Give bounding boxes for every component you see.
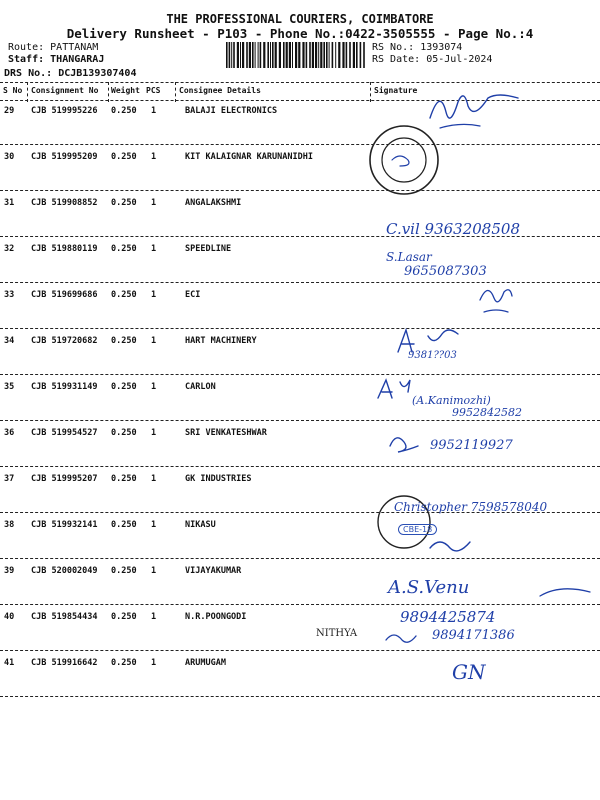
row-consignee: ARUMUGAM [185,658,226,668]
signature-row36 [390,438,418,452]
row-pcs: 1 [151,198,157,208]
row-pcs: 1 [151,106,157,116]
row-pcs: 1 [151,336,157,346]
handwriting-row40-name: NITHYA [316,628,358,639]
row-pcs: 1 [151,474,157,484]
signature-row39-flourish [540,589,590,596]
row-consignment-no: CJB 519854434 [31,612,98,622]
col-header-pcs: PCS [146,86,161,95]
col-header-consignment: Consignment No [31,86,99,95]
handwriting-row32-name: S.Lasar [386,250,432,264]
handwriting-row39: A.S.Venu [388,577,470,598]
row-consignee: BALAJI ELECTRONICS [185,106,278,116]
row-weight: 0.250 [111,520,137,530]
row-sno: 29 [4,106,15,116]
handwriting-row40-phone2: 9894171386 [432,628,515,643]
rs-date-label: RS Date: [372,54,421,65]
row-sno: 32 [4,244,15,254]
row-consignment-no: CJB 519908852 [31,198,98,208]
row-weight: 0.250 [111,382,137,392]
row-weight: 0.250 [111,566,137,576]
row-consignment-no: CJB 519995209 [31,152,98,162]
row-pcs: 1 [151,566,157,576]
row-pcs: 1 [151,382,157,392]
signature-row38 [430,542,470,551]
row-weight: 0.250 [111,612,137,622]
row-pcs: 1 [151,520,157,530]
row-pcs: 1 [151,290,157,300]
drs-label: DRS No.: [4,68,53,79]
row-consignee: ANGALAKSHMI [185,198,242,208]
row-weight: 0.250 [111,428,137,438]
handwriting-row38: Christopher 7598578040 [394,500,548,514]
signature-row33-underline [484,310,508,312]
handwriting-row31: C.vil 9363208508 [386,220,520,238]
signature-row29 [430,95,518,118]
stamp-outer-circle [370,126,438,194]
row-sno: 31 [4,198,15,208]
handwriting-row41: GN [452,660,486,684]
row-consignment-no: CJB 519720682 [31,336,98,346]
row-consignment-no: CJB 519699686 [31,290,98,300]
row-pcs: 1 [151,244,157,254]
row-sno: 39 [4,566,15,576]
handwriting-row35-name: (A.Kanimozhi) [412,394,491,407]
signature-row35 [378,380,410,398]
rs-no-value: 1393074 [420,42,463,53]
handwriting-row35-phone: 9952842582 [452,406,522,419]
row-consignment-no: CJB 520002049 [31,566,98,576]
row-pcs: 1 [151,152,157,162]
row-consignment-no: CJB 519880119 [31,244,98,254]
row-consignment-no: CJB 519954527 [31,428,98,438]
row-sno: 34 [4,336,15,346]
row-consignee: CARLON [185,382,216,392]
col-header-signature: Signature [374,86,418,95]
col-header-weight: Weight [111,86,140,95]
company-title: THE PROFESSIONAL COURIERS, COIMBATORE [166,12,434,26]
row-consignment-no: CJB 519995226 [31,106,98,116]
signature-row40 [386,635,416,642]
handwriting-row34: 9381??03 [408,350,457,361]
row-consignee: N.R.POONGODI [185,612,247,622]
row-consignee: SRI VENKATESHWAR [185,428,267,438]
staff-label: Staff: [8,54,45,65]
row-consignee: HART MACHINERY [185,336,257,346]
row-weight: 0.250 [111,336,137,346]
row-consignment-no: CJB 519932141 [31,520,98,530]
row-weight: 0.250 [111,658,137,668]
handwriting-row32-phone: 9655087303 [404,264,487,279]
row-weight: 0.250 [111,198,137,208]
row-consignment-no: CJB 519995207 [31,474,98,484]
drs-value: DCJB139307404 [58,68,137,79]
signature-row34 [398,330,458,352]
row-consignee: GK INDUSTRIES [185,474,252,484]
route-value: PATTANAM [50,42,99,53]
row-sno: 33 [4,290,15,300]
row-consignee: SPEEDLINE [185,244,232,254]
handwriting-row36: 9952119927 [430,438,513,453]
col-header-sno: S No [3,86,23,95]
row-sno: 37 [4,474,15,484]
handwriting-row40-phone1: 9894425874 [400,608,496,626]
runsheet-subtitle: Delivery Runsheet - P103 - Phone No.:0422-3505555 - Page No.:4 [66,26,534,41]
route-label: Route: [8,42,45,53]
row-consignee: NIKASU [185,520,216,530]
row-weight: 0.250 [111,106,137,116]
row-sno: 40 [4,612,15,622]
row-consignee: ECI [185,290,201,300]
row-weight: 0.250 [111,244,137,254]
signature-row29-underline [440,124,480,128]
row-sno: 35 [4,382,15,392]
row-consignment-no: CJB 519916642 [31,658,98,668]
row-consignment-no: CJB 519931149 [31,382,98,392]
row-pcs: 1 [151,658,157,668]
row-consignee: VIJAYAKUMAR [185,566,242,576]
stamp-inner-circle [382,138,426,182]
row-sno: 41 [4,658,15,668]
rs-no-label: RS No.: [372,42,415,53]
row-weight: 0.250 [111,474,137,484]
row-sno: 38 [4,520,15,530]
row-pcs: 1 [151,612,157,622]
row-sno: 36 [4,428,15,438]
row-pcs: 1 [151,428,157,438]
signature-row33 [480,290,512,302]
row-weight: 0.250 [111,290,137,300]
stamp-label: CBE-18 [398,524,437,535]
rs-date-value: 05-Jul-2024 [426,54,493,65]
stamp-center-mark [392,156,409,166]
row-consignee: KIT KALAIGNAR KARUNANIDHI [185,152,313,162]
row-weight: 0.250 [111,152,137,162]
row-sno: 30 [4,152,15,162]
col-header-consignee: Consignee Details [179,86,261,95]
staff-value: THANGARAJ [50,54,105,65]
